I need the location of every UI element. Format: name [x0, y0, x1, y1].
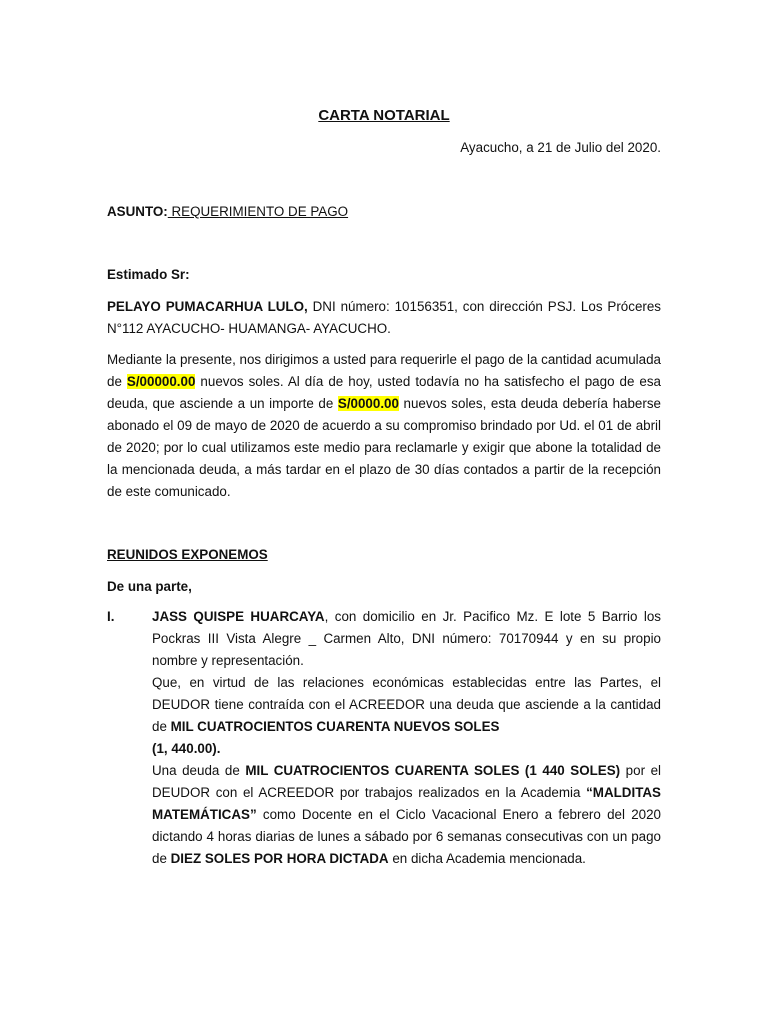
debt-desc-amount: MIL CUATROCIENTOS CUARENTA SOLES (1 440 SOLES)	[245, 763, 621, 778]
party-identification	[152, 606, 661, 672]
academy-name: “MALDITAS MATEMÁTICAS”	[152, 785, 661, 822]
party-details: , con domicilio en Jr. Pacifico Mz. E lote 5 Barrio los Pockras III Vista Alegre _ Carmen Alto, DNI número: 70170944 y en su propio nombre y representación.	[152, 609, 662, 668]
debt-amount-figure: (1, 440.00).	[152, 741, 221, 756]
party-name: JASS QUISPE HUARCAYA	[152, 609, 325, 624]
salutation-text: Estimado Sr:	[107, 267, 190, 282]
request-text-1: Mediante la presente, nos dirigimos a usted para requerirle el pago de la cantidad acumulada de	[107, 352, 661, 389]
request-text-3: nuevos soles, esta deuda debería haberse abonado el 09 de mayo de 2020 de acuerdo a su compromiso brindado por Ud. el 01 de abril de 2020; por lo cual utilizamos este medio para reclamarle y exigir que abone la totalidad de la mencionada deuda, a más tardar en el plazo de 30 días contados a partir de la recepción de este comunicado.	[107, 396, 661, 499]
addressee-details: DNI número: 10156351, con dirección PSJ. Los Próceres N°112 AYACUCHO- HUAMANGA- AYACUCHO.	[107, 299, 661, 336]
party-intro-text: De una parte,	[107, 579, 192, 594]
addressee-paragraph	[107, 296, 661, 340]
amount-highlight-1: S/00000.00	[126, 374, 196, 389]
debt-description	[152, 760, 661, 870]
debt-desc-3: como Docente en el Ciclo Vacacional Enero a febrero del 2020 dictando 4 horas diarias de lunes a sábado por 6 semanas consecutivas con un pago de	[152, 807, 661, 866]
addressee-name: PELAYO PUMACARHUA LULO,	[107, 299, 308, 314]
debt-amount-number	[152, 738, 661, 760]
date-line: Ayacucho, a 21 de Julio del 2020.	[460, 140, 661, 155]
debt-statement	[152, 672, 661, 738]
party-intro	[107, 576, 661, 598]
list-numeral: I.	[107, 609, 115, 624]
amount-highlight-2: S/0000.00	[337, 396, 399, 411]
subject-line	[107, 201, 661, 223]
debt-text: Que, en virtud de las relaciones económicas establecidas entre las Partes, el DEUDOR tiene contraída con el ACREEDOR una deuda que asciende a la cantidad de	[152, 675, 661, 734]
debt-amount-words: MIL CUATROCIENTOS CUARENTA NUEVOS SOLES	[170, 719, 500, 734]
salutation	[107, 264, 661, 286]
subject-label: ASUNTO:	[107, 204, 168, 219]
list-item	[152, 606, 661, 870]
request-text-2: nuevos soles. Al día de hoy, usted todavía no ha satisfecho el pago de esa deuda, que asciende a un importe de	[107, 374, 661, 411]
debt-desc-1: Una deuda de	[152, 763, 246, 778]
subject-value: REQUERIMIENTO DE PAGO	[167, 204, 349, 219]
debt-desc-2: por el DEUDOR con el ACREEDOR por trabajos realizados en la Academia	[152, 763, 661, 800]
hourly-rate: DIEZ SOLES POR HORA DICTADA	[170, 851, 389, 866]
request-paragraph	[107, 349, 661, 503]
section-heading	[107, 544, 661, 566]
debt-desc-4: en dicha Academia mencionada.	[388, 851, 586, 866]
section-heading-text: REUNIDOS EXPONEMOS	[107, 547, 268, 562]
document-title: CARTA NOTARIAL	[318, 107, 450, 124]
